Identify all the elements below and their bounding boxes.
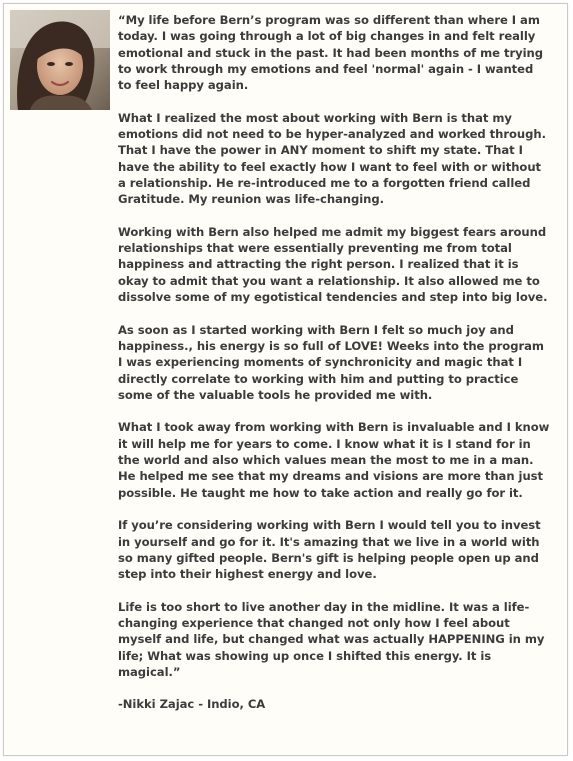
- paragraph-2: What I realized the most about working with Bern is that my emotions did not need to be hyper-analyzed and worked through. That I have the power in ANY moment to shift my state. That I have the ability to feel exactly how I want to feel with or without a relationship. He re-introduced me to a forgotten friend called Gratitude. My reunion was life-changing.: [118, 110, 546, 207]
- close-quote-mark: ”: [172, 664, 181, 679]
- paragraph-3: Working with Bern also helped me admit my biggest fears around relationships that were essentially preventing me from total happiness and attracting the right person. I realized that it is okay to admit that you want a relationship. It also allowed me to dissolve some of my egotistical tendencies and step into big love.: [118, 224, 548, 305]
- paragraph-6: If you’re considering working with Bern I would tell you to invest in yourself and go for it. It's amazing that we live in a world with so many gifted people. Bern's gift is helping people open up and step into their highest energy and love.: [118, 518, 541, 582]
- paragraph-1: “My life before Bern’s program was so different than where I am today. I was going through a lot of big changes in and felt really emotional and stuck in the past. It had been months of me trying to work through my emotions and feel 'normal' again - I wanted to feel happy again.: [118, 13, 543, 93]
- open-quote-mark: “: [118, 13, 126, 27]
- paragraph-4: As soon as I started working with Bern I felt so much joy and happiness., his energy is so full of LOVE! Weeks into the program I was experiencing moments of synchronicity and magic that I directly correlate to working with him and putting to practice some of the valuable tools he provided me with.: [118, 322, 544, 402]
- paragraph-7: Life is too short to live another day in the midline. It was a life-changing experience that changed not only how I feel about myself and life, but changed what was actually HAPPENING in my life; What was showing up once I shifted this energy. It is magical.”: [118, 599, 545, 679]
- portrait-image: [10, 10, 110, 110]
- signature: -Nikki Zajac - Indio, CA: [118, 697, 266, 712]
- paragraph-5: What I took away from working with Bern is invaluable and I know it will help me for years to come. I know what it is I stand for in the world and also which values mean the most to me in a man. He helped me see that my dreams and visions are more than just possible. He taught me how to take action and really go for it.: [118, 420, 550, 500]
- testimonial-card: [3, 3, 568, 756]
- avatar-photo: [10, 10, 110, 110]
- testimonial-text: [118, 12, 550, 729]
